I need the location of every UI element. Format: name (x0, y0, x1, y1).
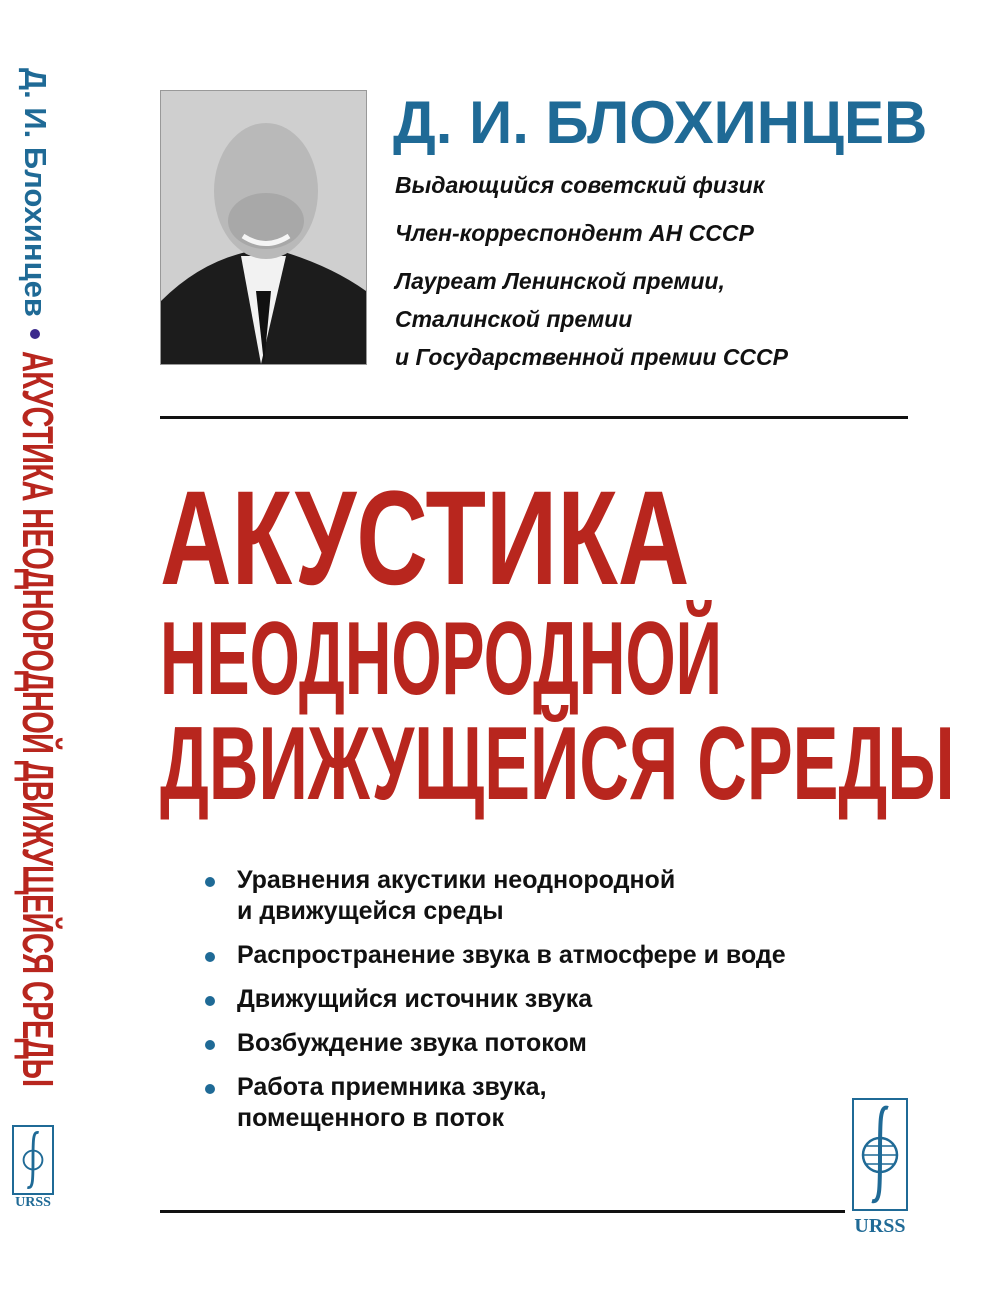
topic-item (205, 1072, 786, 1134)
title-line-2: НЕОДНОРОДНОЙ (160, 601, 723, 717)
topic-item (205, 1028, 786, 1059)
topic-text: и движущейся среды (237, 897, 504, 925)
author-photo (160, 90, 367, 365)
topic-text: Работа приемника звука, (237, 1073, 547, 1101)
topic-text: Возбуждение звука потоком (237, 1029, 587, 1057)
subtitle-line: и Государственной премии СССР (395, 344, 788, 370)
topic-text: Движущийся источник звука (237, 985, 593, 1013)
integral-globe-icon (12, 1125, 54, 1195)
integral-globe-icon (852, 1098, 908, 1211)
topic-item (205, 865, 786, 927)
topic-text: помещенного в поток (237, 1104, 504, 1132)
topic-text: Распространение звука в атмосфере и воде (237, 941, 786, 969)
spine-title: АКУСТИКА НЕОДНОРОДНОЙ ДВИЖУЩЕЙСЯ СРЕДЫ (13, 350, 62, 1087)
urss-logo (852, 1098, 908, 1238)
spine-author: Д. И. Блохинцев (18, 68, 53, 317)
topic-item (205, 984, 786, 1015)
spine-title-wrap (12, 350, 62, 1111)
divider-bottom (160, 1210, 845, 1213)
topic-item (205, 940, 786, 971)
subtitle-line: Сталинской премии (395, 306, 633, 332)
title-line-3: ДВИЖУЩЕЙСЯ СРЕДЫ (160, 706, 955, 822)
subtitle-line: Член-корреспондент АН СССР (395, 220, 754, 246)
spine (12, 68, 62, 1108)
publisher: URSS (854, 1215, 906, 1237)
spine-publisher: URSS (15, 1195, 51, 1210)
topic-text: Уравнения акустики неоднородной (237, 866, 676, 894)
spine-urss-logo (12, 1125, 54, 1211)
topics-list (205, 865, 786, 1147)
title-line-1: АКУСТИКА (160, 464, 690, 613)
spine-dot (30, 329, 40, 339)
subtitle-line: Выдающийся советский физик (395, 172, 765, 198)
subtitle-line: Лауреат Ленинской премии, (395, 268, 725, 294)
author-name: Д. И. БЛОХИНЦЕВ (393, 89, 928, 156)
divider-top (160, 416, 908, 419)
